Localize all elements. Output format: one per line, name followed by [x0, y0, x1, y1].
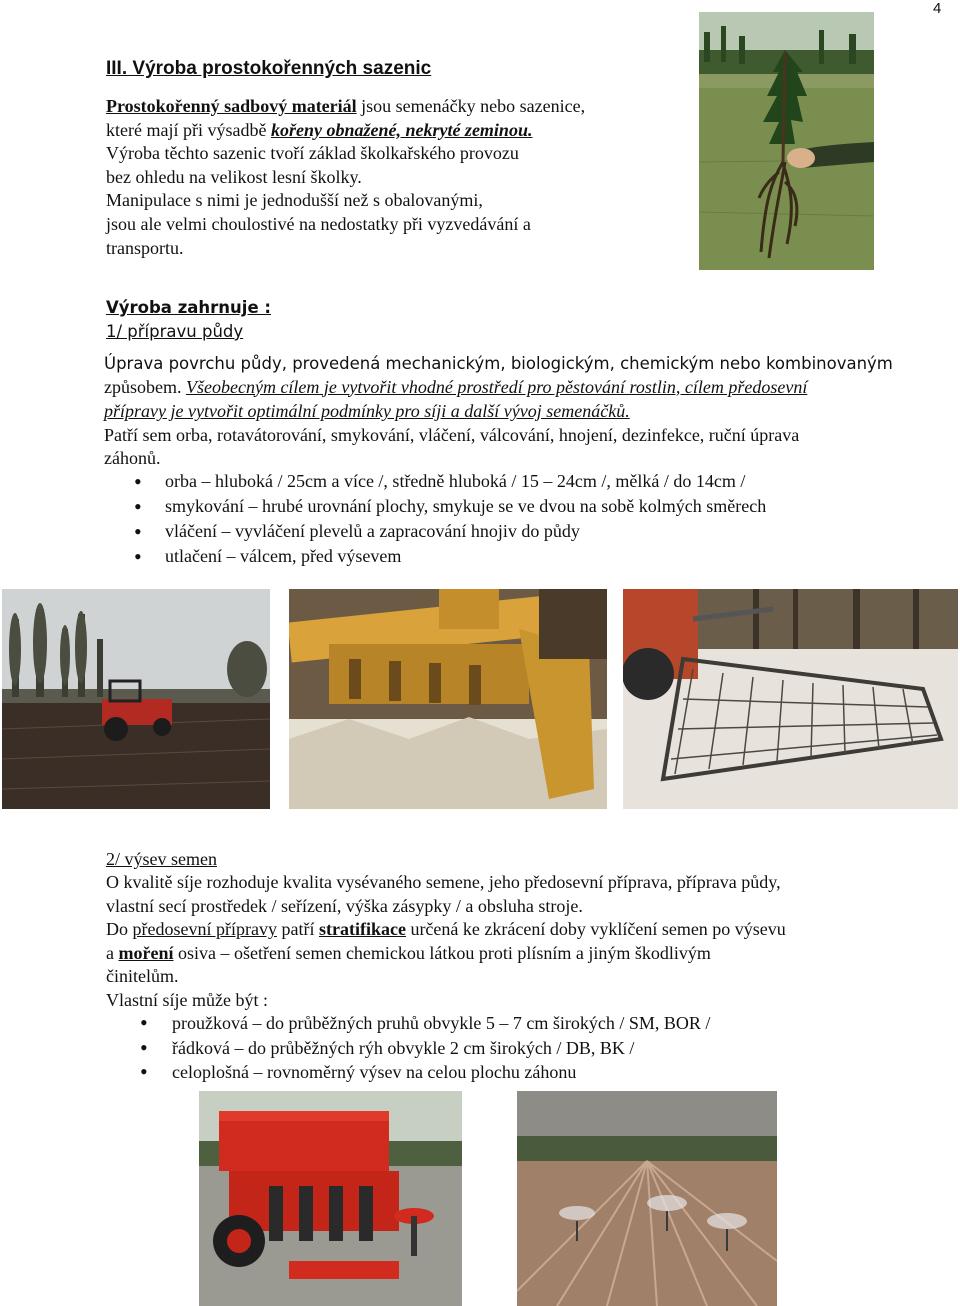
- sowing-line3-e: určená ke zkrácení doby vyklíčení semen po výsevu: [405, 919, 786, 940]
- intro-line5: Manipulace s nimi je jednodušší než s obalovanými,: [106, 190, 483, 211]
- term-stratification: stratifikace: [318, 919, 406, 940]
- p1-line2-pre: způsobem.: [104, 376, 186, 397]
- intro-line2: které mají při výsadbě: [106, 119, 271, 140]
- page-number: 4: [933, 0, 942, 17]
- step2-heading: 2/ výsev semen: [106, 849, 217, 869]
- sowing-line4-c: osiva – ošetření semen chemickou látkou proti plísním a jiným škodlivým: [173, 942, 711, 963]
- intro-emphasis: kořeny obnažené, nekryté zeminou.: [270, 119, 533, 140]
- p1-line3-emph: přípravy je vytvořit optimální podmínky pro síji a další vývoj semenáčků.: [104, 401, 630, 421]
- tractor-plowing-photo: [2, 589, 270, 809]
- term-seed-dressing: moření: [118, 942, 174, 963]
- p1-line2-emph: Všeobecným cílem je vytvořit vhodné prostředí pro pěstování rostlin, cílem předosevní: [185, 376, 808, 397]
- list-item: • utlačení – válcem, před výsevem: [106, 544, 766, 569]
- sowing-line5: činitelům.: [106, 966, 179, 987]
- list-item: • řádková – do průběžných rýh obvykle 2 cm širokých / DB, BK /: [108, 1036, 710, 1061]
- sowing-paragraph: [106, 871, 926, 1013]
- intro-line1: jsou semenáčky nebo sazenice,: [356, 96, 586, 116]
- p1-line4: Patří sem orba, rotavátorování, smykování, vláčení, válcování, hnojení, dezinfekce, ruční úprava: [104, 424, 800, 445]
- sowing-line3-c: patří: [276, 919, 319, 940]
- sowing-line3-a: Do: [106, 919, 133, 940]
- soil-prep-bullets: [106, 469, 766, 569]
- list-item: • smykování – hrubé urovnání plochy, smykuje se ve dvou na sobě kolmých směrech: [106, 494, 766, 519]
- sowing-line2: vlastní secí prostředek / seřízení, výška zásypky / a obsluha stroje.: [106, 895, 583, 916]
- list-item: • proužková – do průběžných pruhů obvykle 5 – 7 cm širokých / SM, BOR /: [108, 1011, 710, 1036]
- intro-term: Prostokořenný sadbový materiál: [106, 96, 357, 116]
- sowing-type-bullets: [108, 1011, 710, 1085]
- p1-line1: Úprava povrchu půdy, provedená mechanickým, biologickým, chemickým nebo kombinovaným: [104, 354, 893, 373]
- p1-line5: záhonů.: [104, 448, 161, 469]
- intro-line4: bez ohledu na velikost lesní školky.: [106, 166, 362, 187]
- sowing-line4-a: a: [106, 942, 119, 963]
- intro-line3: Výroba těchto sazenic tvoří základ školkařského provozu: [106, 143, 519, 164]
- bare-root-seedling-photo: [699, 12, 874, 270]
- soil-preparation-paragraph: [104, 352, 924, 471]
- term-pre-sowing-preparation: předosevní přípravy: [132, 919, 277, 940]
- production-heading: Výroba zahrnuje :: [106, 298, 271, 317]
- sowing-line1: O kvalitě síje rozhoduje kvalita vysévaného semene, jeho předosevní příprava, příprava půdy,: [106, 872, 781, 892]
- list-item: • celoplošná – rovnoměrný výsev na celou plochu záhonu: [108, 1060, 710, 1085]
- intro-paragraph: [106, 95, 686, 260]
- irrigated-nursery-beds-photo: [517, 1091, 777, 1306]
- seed-drill-photo: [199, 1091, 462, 1306]
- sowing-line6: Vlastní síje může být :: [106, 989, 268, 1010]
- chain-harrow-photo: [623, 589, 958, 809]
- section-title: III. Výroba prostokořenných sazenic: [106, 58, 432, 79]
- step1-heading: 1/ přípravu půdy: [106, 322, 244, 341]
- intro-line6: jsou ale velmi choulostivé na nedostatky při vyzvedávání a: [106, 213, 531, 234]
- list-item: • orba – hluboká / 25cm a více /, středně hluboká / 15 – 24cm /, mělká / do 14cm /: [106, 469, 766, 494]
- intro-line7: transportu.: [106, 237, 184, 258]
- list-item: • vláčení – vyvláčení plevelů a zapracování hnojiv do půdy: [106, 519, 766, 544]
- rotavator-photo: [289, 589, 607, 809]
